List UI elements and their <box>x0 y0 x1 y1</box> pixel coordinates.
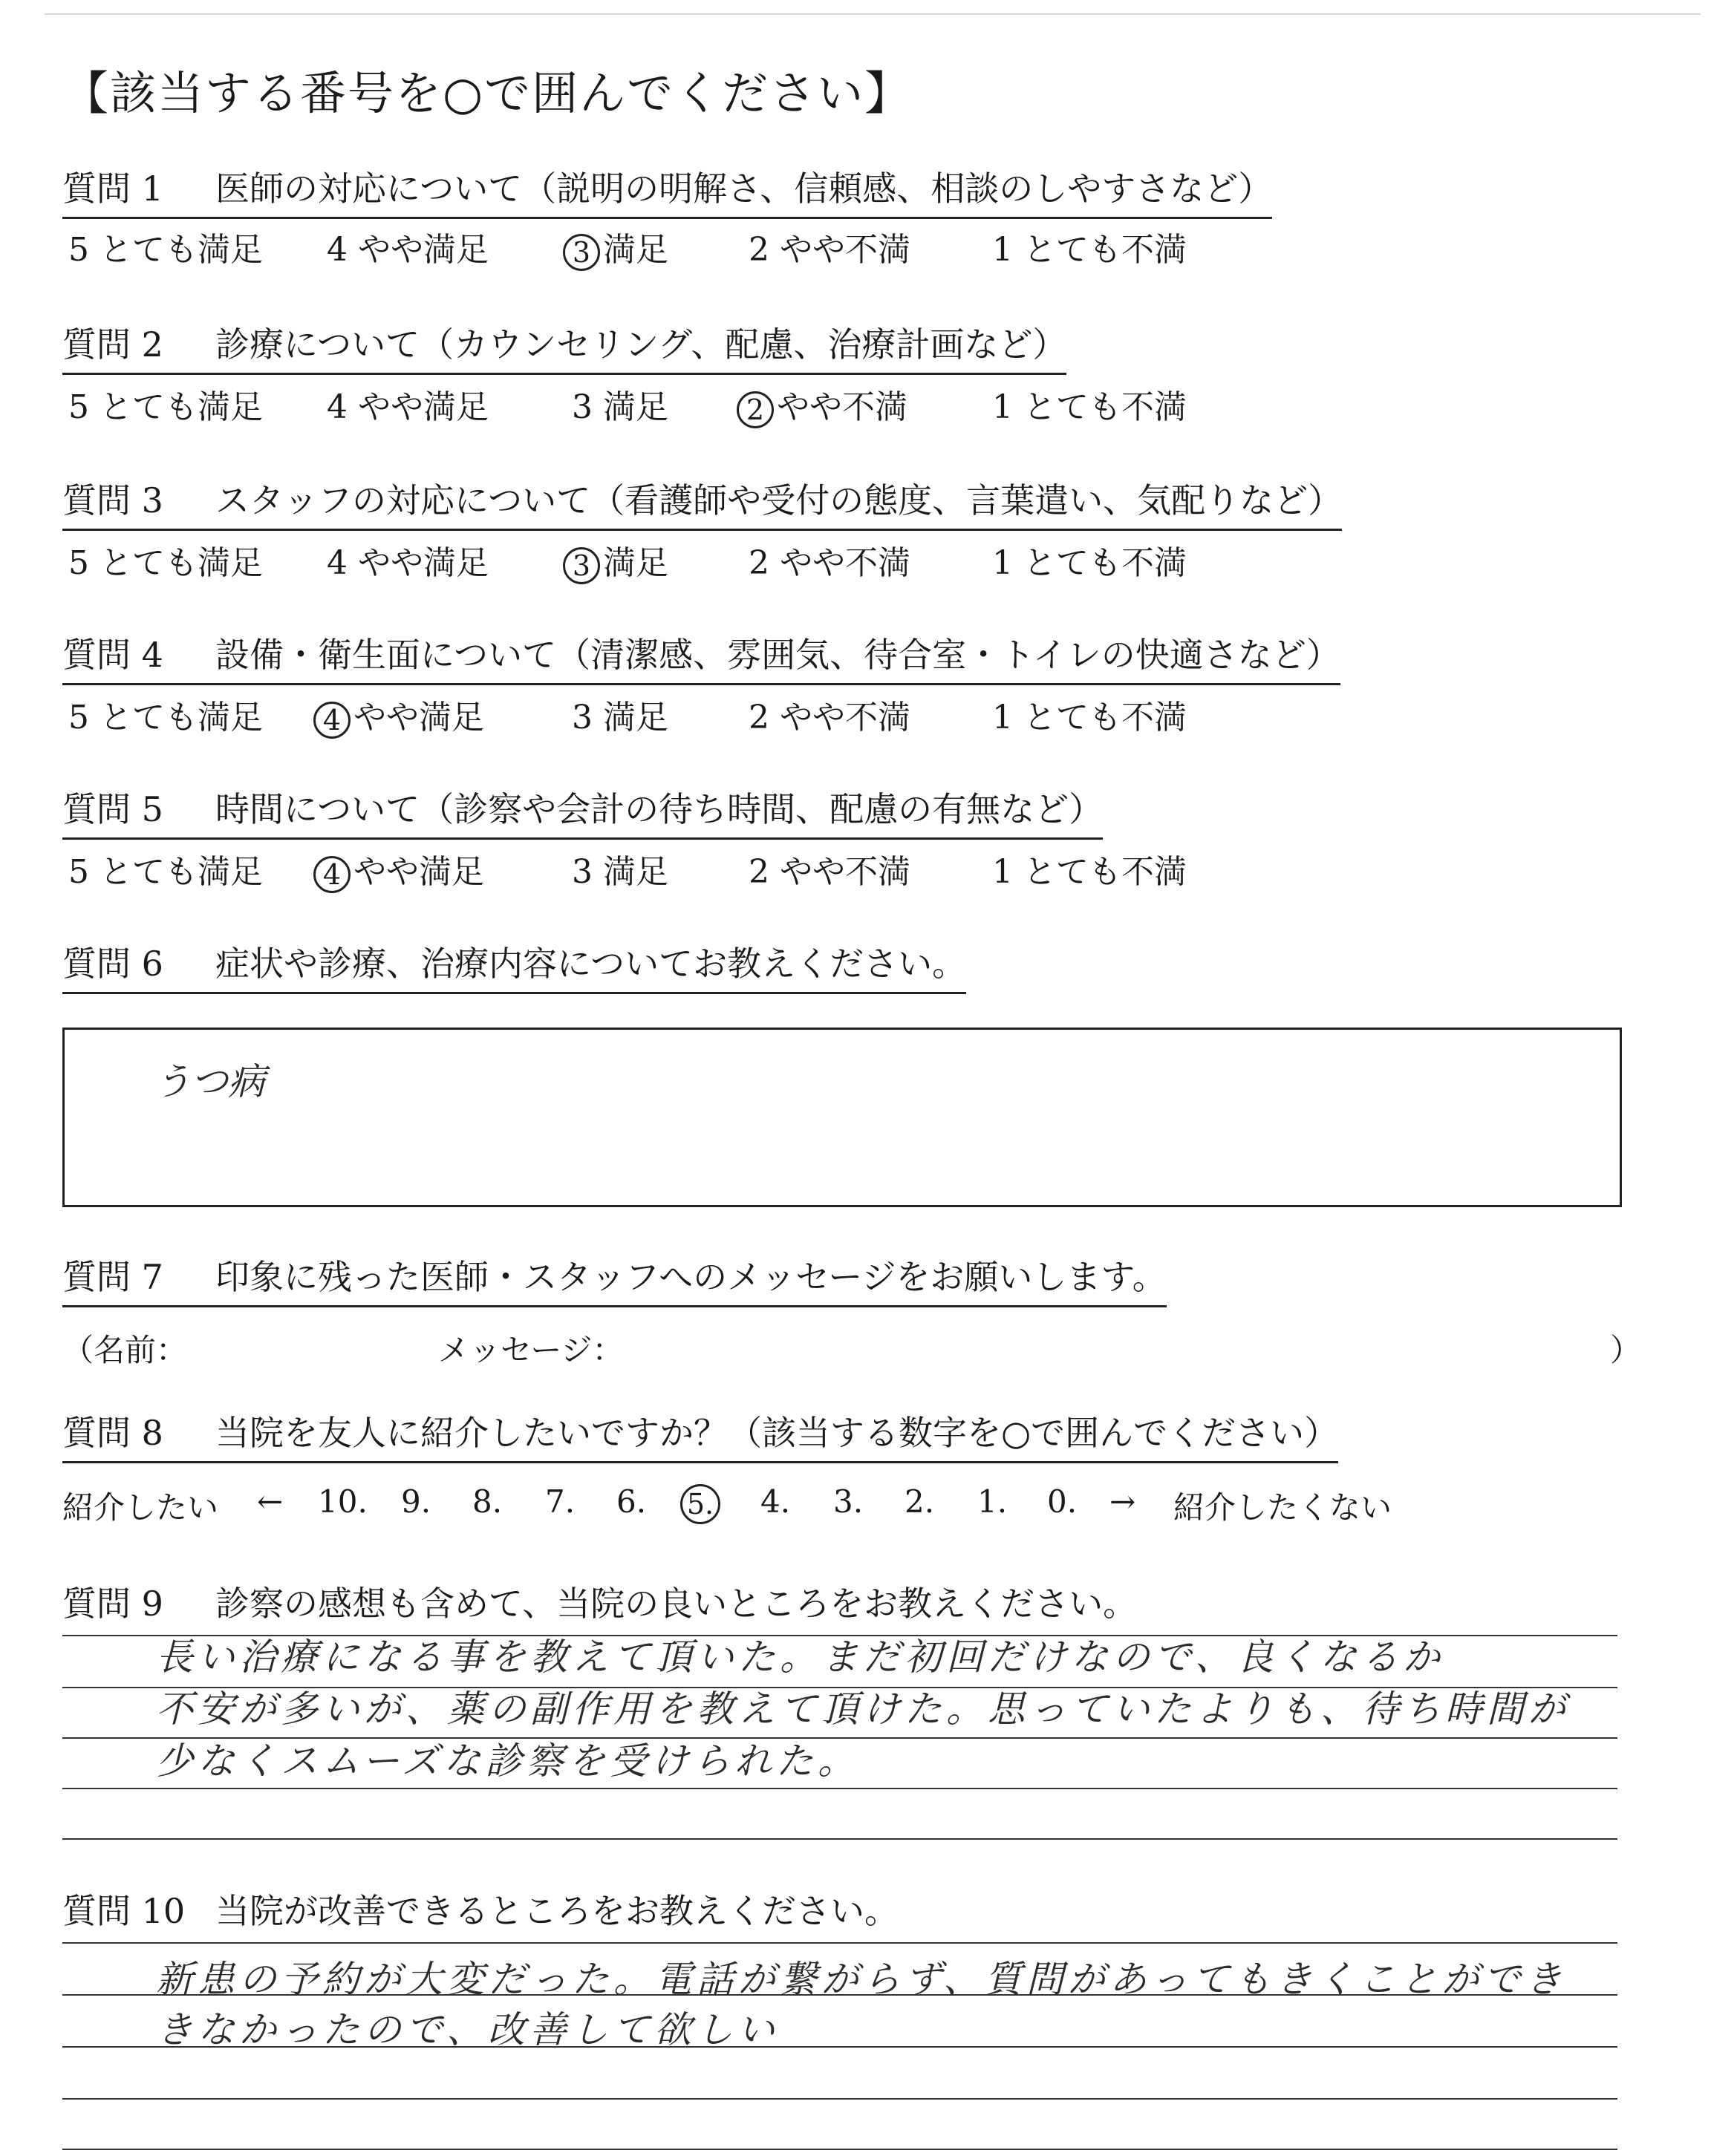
score-8[interactable]: 8. <box>472 1483 503 1520</box>
option-3[interactable]: 3 満足 <box>572 699 668 736</box>
question-9 <box>62 1577 1137 1632</box>
question-number: 質問 5 <box>62 789 163 829</box>
option-1[interactable]: 1 とても不満 <box>992 853 1187 891</box>
option-2[interactable]: 2 やや不満 <box>749 544 910 582</box>
message-label: メッセージ： <box>438 1332 624 1368</box>
option-1[interactable]: 1 とても不満 <box>992 388 1187 426</box>
name-label: （名前： <box>62 1332 188 1368</box>
selected-circle: 4 <box>313 702 351 739</box>
score-2[interactable]: 2. <box>905 1483 935 1520</box>
question-5 <box>62 783 1103 840</box>
q10-handwritten-line-1: 新患の予約が大変だった。電話が繋がらず、質問があってもきくことができ <box>156 1958 1567 2001</box>
option-4-selected[interactable]: 4 やや満足 <box>313 690 484 739</box>
selected-circle: 3 <box>563 234 600 271</box>
question-number: 質問 4 <box>62 635 163 675</box>
top-edge-line <box>45 13 1701 15</box>
page-title: 【該当する番号を○で囲んでください】 <box>62 66 913 120</box>
question-6 <box>62 937 966 994</box>
selected-circle: 4 <box>313 856 351 893</box>
score-1[interactable]: 1. <box>977 1483 1008 1520</box>
q10-handwritten-line-2: きなかったので、改善して欲しい <box>156 2008 779 2051</box>
option-1[interactable]: 1 とても不満 <box>992 544 1187 582</box>
question-number: 質問 8 <box>62 1413 163 1453</box>
q9-handwritten-line-1: 長い治療になる事を教えて頂いた。まだ初回だけなので、良くなるか <box>156 1636 1444 1679</box>
question-text: スタッフの対応について（看護師や受付の態度、言葉遣い、気配りなど） <box>215 480 1343 520</box>
question-text: 当院が改善できるところをお教えください。 <box>215 1891 899 1931</box>
question-text: 印象に残った医師・スタッフへのメッセージをお願いします。 <box>215 1257 1167 1297</box>
question-number: 質問 2 <box>62 324 163 365</box>
question-text: 診察の感想も含めて、当院の良いところをお教えください。 <box>215 1584 1138 1624</box>
answer-line <box>62 2098 1617 2100</box>
option-5[interactable]: 5 とても満足 <box>68 853 263 891</box>
question-text: 設備・衛生面について（清潔感、雰囲気、待合室・トイレの快適さなど） <box>215 635 1340 675</box>
option-5[interactable]: 5 とても満足 <box>68 699 263 736</box>
score-6[interactable]: 6. <box>616 1483 647 1520</box>
option-3[interactable]: 3 満足 <box>572 853 668 891</box>
score-7[interactable]: 7. <box>545 1483 576 1520</box>
close-paren: ） <box>1610 1332 1642 1368</box>
question-number: 質問 6 <box>62 944 163 984</box>
option-2[interactable]: 2 やや不満 <box>749 231 910 269</box>
option-2[interactable]: 2 やや不満 <box>749 853 910 891</box>
selected-circle: 5. <box>680 1484 720 1524</box>
answer-box-q6[interactable] <box>62 1028 1622 1207</box>
question-8 <box>62 1406 1338 1463</box>
answer-line <box>62 1788 1617 1789</box>
selected-circle: 3 <box>563 547 600 584</box>
option-3-selected[interactable]: 3 満足 <box>563 536 668 584</box>
q9-handwritten-line-3: 少なくスムーズな診察を受けられた。 <box>156 1740 859 1783</box>
score-9[interactable]: 9. <box>401 1483 431 1520</box>
score-5-selected[interactable] <box>680 1483 723 1524</box>
option-4[interactable]: 4 やや満足 <box>327 388 489 426</box>
option-2[interactable]: 2 やや不満 <box>749 699 910 736</box>
question-3 <box>62 474 1342 531</box>
selected-circle: 2 <box>737 391 774 428</box>
question-text: 診療について（カウンセリング、配慮、治療計画など） <box>215 324 1067 365</box>
q9-handwritten-line-2: 不安が多いが、薬の副作用を教えて頂けた。思っていたよりも、待ち時間が <box>156 1688 1570 1731</box>
score-3[interactable]: 3. <box>833 1483 864 1520</box>
question-text: 医師の対応について（説明の明解さ、信頼感、相談のしやすさなど） <box>215 169 1273 209</box>
question-number: 質問 3 <box>62 480 163 520</box>
question-number: 質問 1 <box>62 169 163 209</box>
option-3[interactable]: 3 満足 <box>572 388 668 426</box>
option-5[interactable]: 5 とても満足 <box>68 231 263 269</box>
question-number: 質問 10 <box>62 1891 186 1931</box>
recommend-right-label: 紹介したくない <box>1173 1489 1392 1526</box>
score-4[interactable]: 4. <box>760 1483 791 1520</box>
right-arrow: → <box>1109 1483 1136 1520</box>
question-text: 当院を友人に紹介したいですか？（該当する数字を○で囲んでください） <box>215 1413 1339 1453</box>
score-0[interactable]: 0. <box>1047 1483 1078 1520</box>
option-4[interactable]: 4 やや満足 <box>327 231 489 269</box>
question-10 <box>62 1884 899 1939</box>
question-text: 症状や診療、治療内容についてお教えください。 <box>215 944 967 984</box>
option-1[interactable]: 1 とても不満 <box>992 231 1187 269</box>
option-5[interactable]: 5 とても満足 <box>68 388 263 426</box>
answer-line <box>62 1942 1617 1944</box>
handwritten-answer: うつ病 <box>154 1060 265 1103</box>
question-2 <box>62 318 1066 375</box>
option-4-selected[interactable]: 4 やや満足 <box>313 845 484 893</box>
question-7 <box>62 1250 1167 1307</box>
question-4 <box>62 628 1340 685</box>
option-5[interactable]: 5 とても満足 <box>68 544 263 582</box>
option-3-selected[interactable]: 3 満足 <box>563 223 668 271</box>
score-10[interactable]: 10. <box>318 1483 368 1520</box>
answer-line <box>62 2149 1617 2150</box>
recommend-left-label: 紹介したい <box>62 1489 219 1526</box>
question-1 <box>62 162 1272 219</box>
question-text: 時間について（診察や会計の待ち時間、配慮の有無など） <box>215 789 1104 829</box>
question-number: 質問 9 <box>62 1584 163 1624</box>
question-number: 質問 7 <box>62 1257 163 1297</box>
option-4[interactable]: 4 やや満足 <box>327 544 489 582</box>
answer-line <box>62 1838 1617 1840</box>
option-2-selected[interactable]: 2 やや不満 <box>737 380 907 428</box>
option-1[interactable]: 1 とても不満 <box>992 699 1187 736</box>
left-arrow: ← <box>257 1483 284 1520</box>
